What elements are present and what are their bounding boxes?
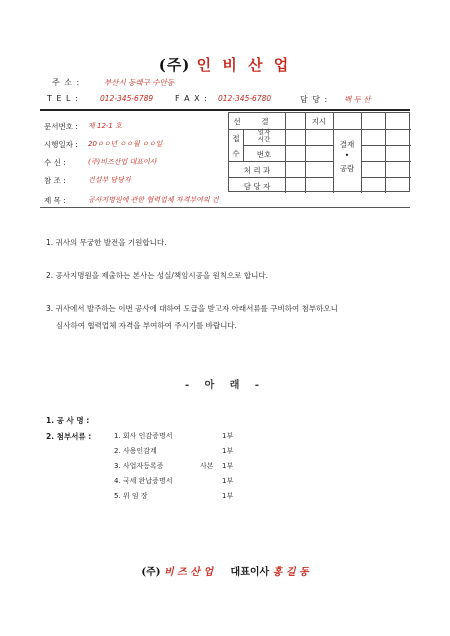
attachment-qty: 1부 [222,447,234,455]
approval-beonho: 번호 [256,150,272,159]
approval-damdang: 담 당 자 [243,182,271,191]
header-rule [40,109,410,111]
approval-gyeoljae: 결재 [339,140,355,149]
approval-sigan: 시간 [257,135,271,143]
paragraph-2: 2. 공사지명원을 제출하는 본사는 성실/책임시공을 원칙으로 합니다. [46,271,268,280]
attachment-item: 2. 사용인감계 [114,447,157,455]
fax-label: F A X : [175,94,208,103]
attachment-qty: 1부 [222,492,234,500]
reference-value: 건설부 담당자 [88,176,131,184]
approval-jisi: 지시 [311,117,327,126]
doc-no-value: 제 12-1 호 [88,122,122,130]
footer-title: 대표이사 [230,567,270,578]
attachment-qty: 1부 [222,462,234,470]
attachment-item: 1. 회사 인감증명서 [114,432,173,440]
footer-prefix: (주) [141,567,161,578]
attachment-item: 3. 사업자등록증 [114,462,164,470]
signature-line [0,563,450,578]
doc-no-label: 문서번호 : [44,122,78,131]
subheading: - 아 래 - [184,380,266,391]
address-value: 부산시 동래구 수안동 [104,78,174,87]
approval-su: 수 [232,149,240,158]
footer-name: 홍 길 동 [272,567,309,578]
approval-gyeol: 결 [261,117,269,126]
subject-label: 제 목 : [44,196,66,205]
attachment-qty: 1부 [222,477,234,485]
company-prefix: (주) [158,56,191,74]
recipient-value: (주)비즈산업 대표이사 [88,158,157,166]
attachments-label: 2. 첨부서류 : [46,432,92,441]
date-label: 시행일자 : [44,140,78,149]
tel-value: 012-345-6789 [100,94,154,103]
document-title [0,54,450,75]
footer-company: 비 즈 산 업 [163,567,214,578]
paragraph-3-line-2: 심사하여 협력업체 자격을 부여하여 주시기를 바랍니다. [56,321,237,330]
approval-gongram: 공람 [339,164,355,173]
attachment-item: 4. 국세 완납증명서 [114,477,173,485]
recipient-label: 수 신 : [44,158,66,167]
info-rule [40,207,410,208]
manager-value: 백 두 산 [344,95,371,104]
project-label: 1. 공 사 명 : [46,416,90,425]
manager-label: 담 당 : [300,95,329,104]
paragraph-1: 1. 귀사의 무궁한 발전을 기원합니다. [46,238,167,247]
approval-jeop: 접 [232,134,240,143]
approval-grid [228,112,410,192]
paragraph-3-line-1: 3. 귀사에서 발주하는 이번 공사에 대하여 도급을 받고자 아래서류를 구비하여 첨부하오니 [46,304,338,313]
approval-ilja: 일자 [257,128,271,136]
attachment-qty: 1부 [222,432,234,440]
address-label: 주 소 : [52,78,81,87]
attachment-note: 사본 [200,462,214,470]
date-value: 20ㅇㅇ년 ㅇㅇ월 ㅇㅇ일 [88,140,163,148]
attachment-item: 5. 위 임 장 [114,492,148,500]
approval-seon: 선 [233,117,241,126]
approval-cheori: 처 리 과 [243,166,271,175]
approval-dot: • [344,151,350,160]
company-name: 인 비 산 업 [196,56,292,74]
subject-value: 공사지명원에 관한 협력업체 자격부여의 건 [88,196,219,204]
tel-label: T E L : [47,94,79,103]
reference-label: 참 조 : [44,176,66,185]
fax-value: 012-345-6780 [218,94,272,103]
